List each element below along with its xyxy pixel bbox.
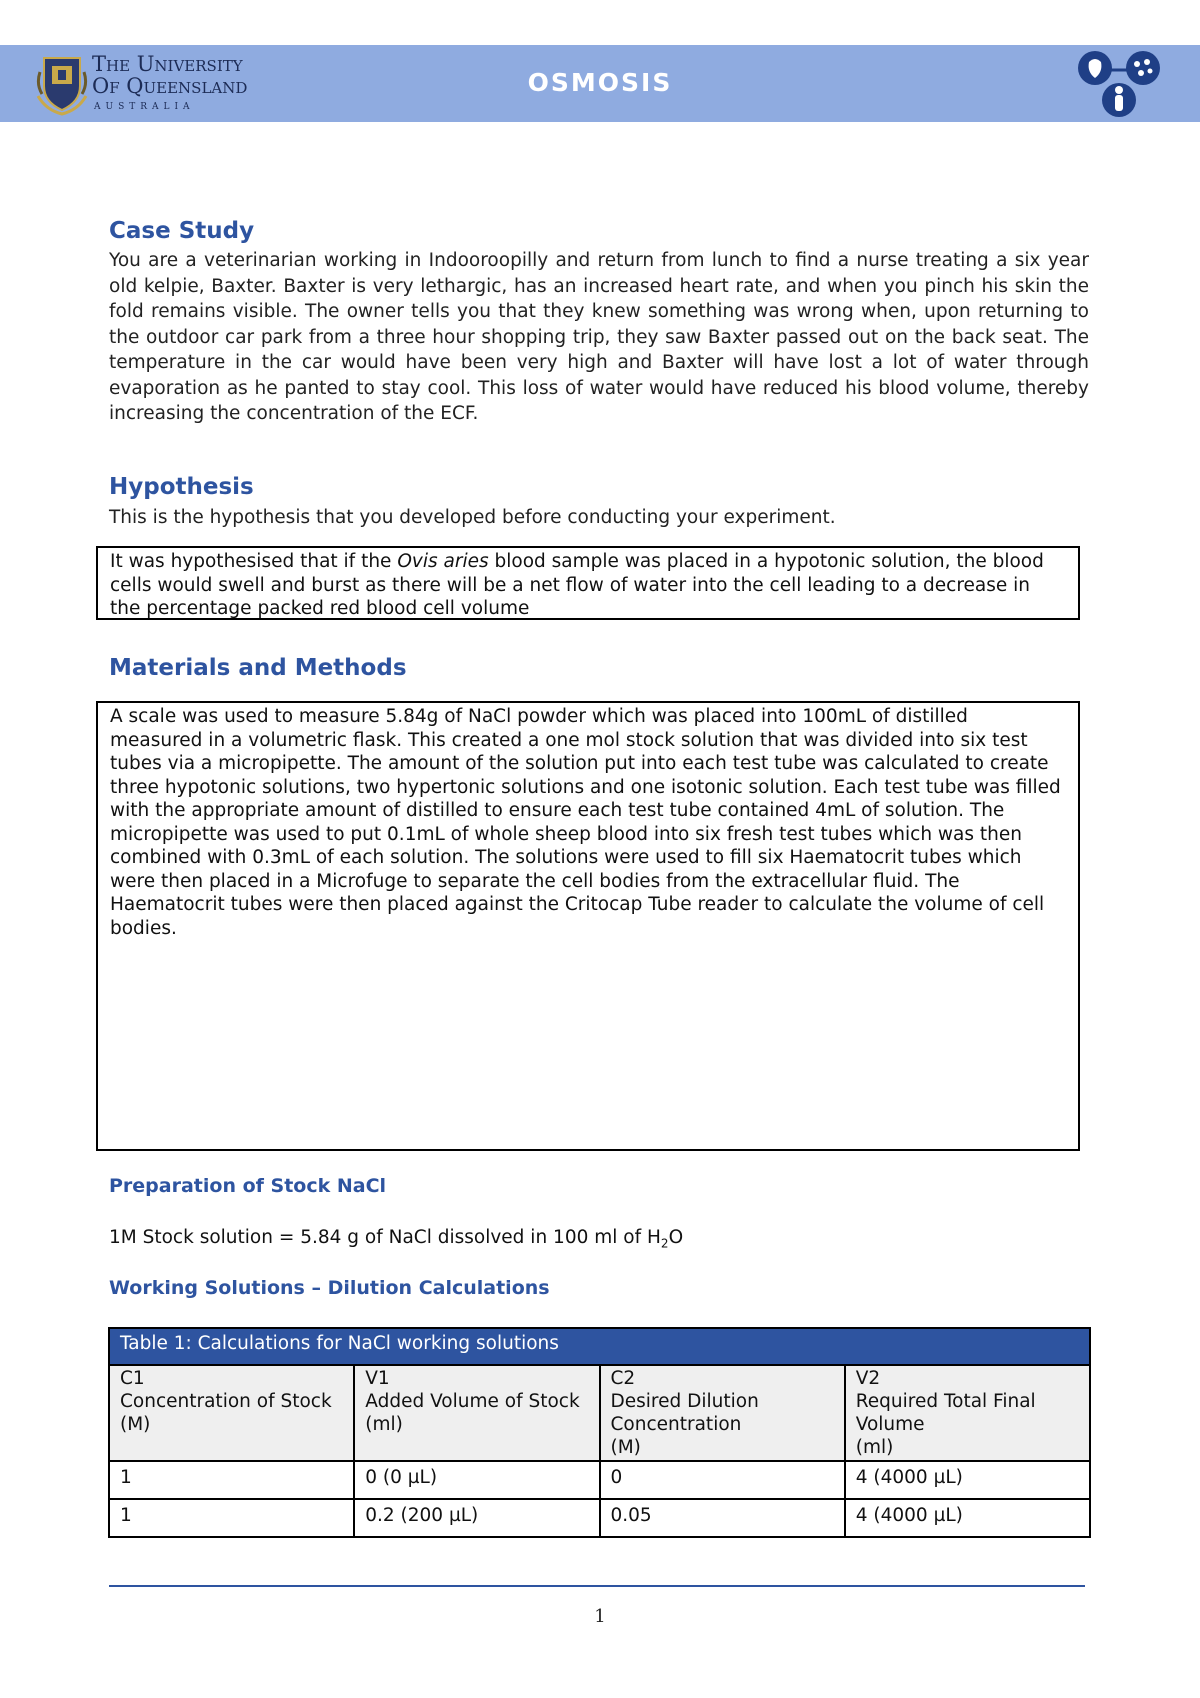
table-cell: 0 bbox=[600, 1461, 845, 1499]
column-unit: (M) bbox=[610, 1437, 641, 1458]
column-name: Required Total Final Volume bbox=[855, 1391, 1036, 1435]
hypothesis-intro: This is the hypothesis that you developed before conducting your experiment. bbox=[109, 507, 836, 528]
table-caption-row bbox=[109, 1328, 1090, 1365]
document-title: OSMOSIS bbox=[527, 68, 673, 97]
footer-divider bbox=[109, 1585, 1085, 1587]
stock-formula-suffix: O bbox=[668, 1227, 684, 1248]
hypothesis-text-start: It was hypothesised that if the bbox=[110, 551, 398, 572]
hypothesis-box bbox=[96, 546, 1080, 620]
table-cell: 4 (4000 µL) bbox=[845, 1461, 1090, 1499]
hypothesis-heading: Hypothesis bbox=[109, 474, 254, 500]
case-study-text: You are a veterinarian working in Indooroopilly and return from lunch to find a nurse treating a six year old kelpie, Baxter. Baxter is very lethargic, has an increased heart rate, and when you pinch his skin the fold remains visible. The owner tells you that they knew something was wrong when, upon returning to the outdoor car park from a three hour shopping trip, they saw Baxter passed out on the back seat. The temperature in the car would have been very high and Baxter will have lost a lot of water through evaporation as he panted to stay cool. This loss of water would have reduced his blood volume, thereby increasing the concentration of the ECF. bbox=[109, 250, 1089, 424]
table-cell: 0.05 bbox=[600, 1499, 845, 1537]
column-header-c2 bbox=[600, 1365, 845, 1461]
dilution-table bbox=[108, 1327, 1091, 1538]
column-code: C2 bbox=[610, 1368, 636, 1389]
working-solutions-heading: Working Solutions – Dilution Calculations bbox=[109, 1277, 550, 1299]
table-header-row bbox=[109, 1365, 1090, 1461]
column-code: V2 bbox=[855, 1368, 881, 1389]
university-name-line2: Of Queensland bbox=[92, 74, 248, 98]
column-code: V1 bbox=[365, 1368, 390, 1389]
table-caption: Table 1: Calculations for NaCl working solutions bbox=[109, 1328, 1090, 1365]
stock-formula bbox=[109, 1227, 683, 1251]
university-name-line1: The University bbox=[92, 52, 243, 76]
column-name: Concentration of Stock bbox=[120, 1391, 332, 1412]
stock-formula-subscript: 2 bbox=[660, 1236, 669, 1251]
table-cell: 1 bbox=[109, 1499, 354, 1537]
page-number: 1 bbox=[594, 1606, 606, 1627]
column-name: Added Volume of Stock bbox=[365, 1391, 580, 1412]
column-unit: (ml) bbox=[365, 1414, 403, 1435]
table-row bbox=[109, 1499, 1090, 1537]
column-code: C1 bbox=[120, 1368, 145, 1389]
case-study-heading: Case Study bbox=[109, 218, 255, 244]
body-systems-icon bbox=[1075, 48, 1167, 120]
materials-methods-box bbox=[96, 701, 1080, 1151]
column-name: Desired Dilution Concentration bbox=[610, 1391, 759, 1435]
column-header-v1 bbox=[354, 1365, 599, 1461]
table-cell: 4 (4000 µL) bbox=[845, 1499, 1090, 1537]
column-header-v2 bbox=[845, 1365, 1090, 1461]
hypothesis-text-end: blood sample was placed in a hypotonic solution, the blood cells would swell and burst as there will be a net flow of water into the cell leading to a decrease in the percentage packed red blood cell volume bbox=[110, 551, 1044, 619]
stock-heading: Preparation of Stock NaCl bbox=[109, 1175, 387, 1197]
materials-methods-text: A scale was used to measure 5.84g of NaCl powder which was placed into 100mL of distilled measured in a volumetric flask. This created a one mol stock solution that was divided into six test tubes via a micropipette. The amount of the solution put into each test tube was calculated to create three hypotonic solutions, two hypertonic solutions and one isotonic solution. Each test tube was filled with the appropriate amount of distilled to ensure each test tube contained 4mL of solution. The micropipette was used to put 0.1mL of whole sheep blood into six fresh test tubes which was then combined with 0.3mL of each solution. The solutions were used to fill six Haematocrit tubes which were then placed in a Microfuge to separate the cell bodies from the extracellular fluid. The Haematocrit tubes were then placed against the Critocap Tube reader to calculate the volume of cell bodies. bbox=[110, 706, 1061, 939]
column-header-c1 bbox=[109, 1365, 354, 1461]
materials-methods-heading: Materials and Methods bbox=[109, 655, 407, 681]
table-row bbox=[109, 1461, 1090, 1499]
column-unit: (M) bbox=[120, 1414, 151, 1435]
table-cell: 0 (0 µL) bbox=[354, 1461, 599, 1499]
stock-formula-text: 1M Stock solution = 5.84 g of NaCl dissolved in 100 ml of H bbox=[109, 1227, 661, 1248]
species-name: Ovis aries bbox=[397, 551, 489, 572]
column-unit: (ml) bbox=[855, 1437, 894, 1458]
university-country: AUSTRALIA bbox=[94, 102, 195, 112]
table-cell: 0.2 (200 µL) bbox=[354, 1499, 599, 1537]
table-cell: 1 bbox=[109, 1461, 354, 1499]
